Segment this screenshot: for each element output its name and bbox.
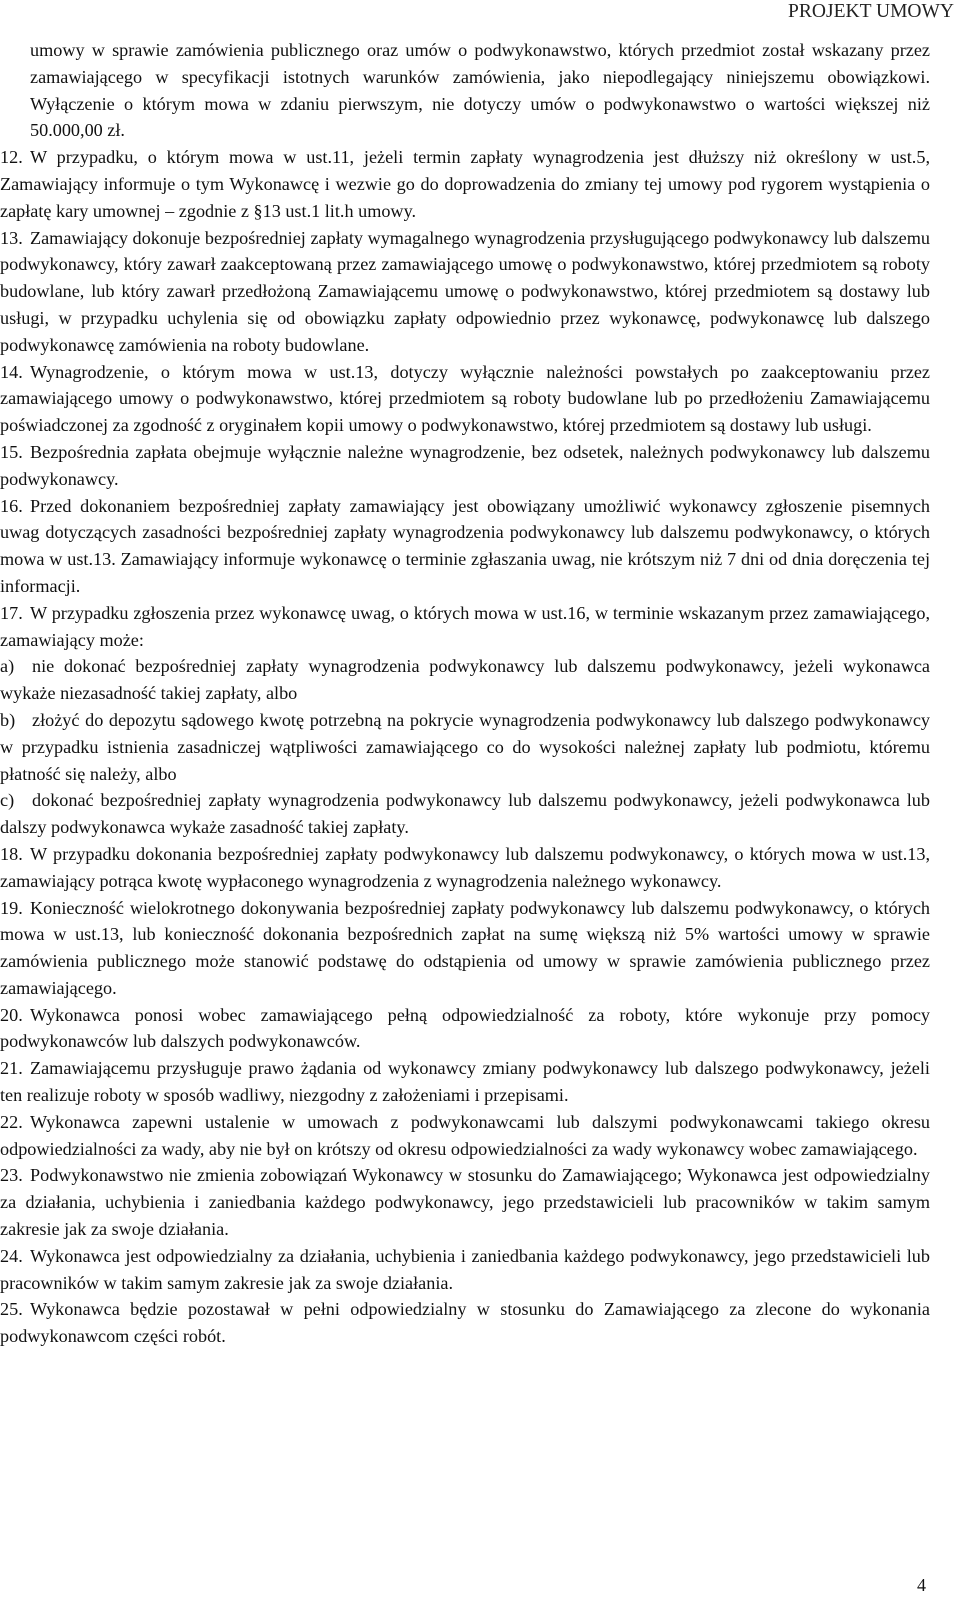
paragraph-text: Zamawiającemu przysługuje prawo żądania od wykonawcy zmiany podwykonawcy lub dalszego podwykonawcy, jeżeli ten realizuje roboty w sposób wadliwy, niezgodny z założeniami i przepisami.	[0, 1058, 930, 1106]
paragraph-number: 17.	[0, 602, 23, 623]
paragraph-text: Wynagrodzenie, o którym mowa w ust.13, dotyczy wyłącznie należności powstałych po zaakceptowaniu przez zamawiającego umowy o podwykonawstwo, której przedmiotem są roboty budowlane lub po przedłożeniu Zamawiającemu poświadczonej za zgodność z oryginałem kopii umowy o podwykonawstwo, której przedmiotem są dostawy lub usługi.	[0, 361, 930, 436]
paragraph-number: 25.	[0, 1299, 23, 1320]
page-number: 4	[917, 1575, 926, 1595]
paragraph-number: 13.	[0, 227, 23, 248]
paragraph-text: Przed dokonaniem bezpośredniej zapłaty zamawiający jest obowiązany umożliwić wykonawcy zgłoszenie pisemnych uwag dotyczących zasadności bezpośredniej zapłaty wynagrodzenia podwykonawcy lub dalszemu podwykonawcy, o których mowa w ust.13. Zamawiający informuje wykonawcę o terminie zgłaszania uwag, nie krótszym niż 7 dni od dnia doręczenia tej informacji.	[0, 495, 930, 596]
subitem-a	[0, 653, 930, 707]
paragraph-text: Wykonawca ponosi wobec zamawiającego pełną odpowiedzialność za roboty, które wykonuje przy pomocy podwykonawców lub dalszych podwykonawców.	[0, 1004, 930, 1052]
subitem-letter: c)	[0, 790, 15, 811]
subitem-text: dokonać bezpośredniej zapłaty wynagrodzenia podwykonawcy lub dalszemu podwykonawcy, jeżeli podwykonawca lub dalszy podwykonawca wykaże zasadność takiej zapłaty.	[0, 790, 930, 838]
subitem-b	[0, 707, 930, 787]
paragraph-16	[0, 493, 930, 600]
paragraph-number: 19.	[0, 897, 23, 918]
paragraph-15	[0, 439, 930, 493]
paragraph-17	[0, 600, 930, 654]
paragraph-text: Podwykonawstwo nie zmienia zobowiązań Wykonawcy w stosunku do Zamawiającego; Wykonawca jest odpowiedzialny za działania, uchybienia i zaniedbania każdego podwykonawcy, jego przedstawicieli lub pracowników w takim samym zakresie jak za swoje działania.	[0, 1165, 930, 1240]
paragraph-20	[0, 1002, 930, 1056]
paragraph-text: Zamawiający dokonuje bezpośredniej zapłaty wymagalnego wynagrodzenia przysługującego podwykonawcy lub dalszemu podwykonawcy, który zawarł zaakceptowaną przez zamawiającego umowę o podwykonawstwo, której przedmiotem są roboty budowlane, lub który zawarł przedłożoną Zamawiającemu umowę o podwykonawstwo, której przedmiotem są dostawy lub usługi, w przypadku uchylenia się od obowiązku zapłaty odpowiednio przez wykonawcę, podwykonawcę lub dalszego podwykonawcę zamówienia na roboty budowlane.	[0, 227, 930, 355]
paragraph-text: Konieczność wielokrotnego dokonywania bezpośredniej zapłaty podwykonawcy lub dalszemu podwykonawcy, o których mowa w ust.13, lub konieczność dokonania bezpośrednich zapłat na sumę większą niż 5% wartości umowy w sprawie zamówienia publicznego może stanowić podstawę do odstąpienia od umowy w sprawie zamówienia publicznego przez zamawiającego.	[0, 897, 930, 998]
paragraph-22	[0, 1109, 930, 1163]
paragraph-23	[0, 1162, 930, 1242]
subitem-text: nie dokonać bezpośredniej zapłaty wynagrodzenia podwykonawcy lub dalszemu podwykonawcy, jeżeli wykonawca wykaże niezasadność takiej zapłaty, albo	[0, 656, 930, 704]
paragraph-text: Wykonawca jest odpowiedzialny za działania, uchybienia i zaniedbania każdego podwykonawcy, jego przedstawicieli lub pracowników w takim samym zakresie jak za swoje działania.	[0, 1245, 930, 1293]
subitem-letter: b)	[0, 709, 16, 730]
paragraph-text: W przypadku dokonania bezpośredniej zapłaty podwykonawcy lub dalszemu podwykonawcy, o których mowa w ust.13, zamawiający potrąca kwotę wypłaconego wynagrodzenia z wynagrodzenia należnego wykonawcy.	[0, 843, 930, 891]
paragraph-text: Wykonawca będzie pozostawał w pełni odpowiedzialny w stosunku do Zamawiającego za zlecone do wykonania podwykonawcom części robót.	[0, 1299, 930, 1347]
paragraph-number: 22.	[0, 1111, 23, 1132]
paragraph-text: umowy w sprawie zamówienia publicznego oraz umów o podwykonawstwo, których przedmiot został wskazany przez zamawiającego w specyfikacji istotnych warunków zamówienia, jako niepodlegający niniejszemu obowiązkowi. Wyłączenie o którym mowa w zdaniu pierwszym, nie dotyczy umów o podwykonawstwo o wartości większej niż 50.000,00 zł.	[30, 40, 930, 141]
document-body	[0, 37, 930, 1350]
paragraph-number: 21.	[0, 1058, 23, 1079]
paragraph-13	[0, 225, 930, 359]
paragraph-continuation	[30, 37, 930, 144]
paragraph-number: 24.	[0, 1245, 23, 1266]
document-header-label: PROJEKT UMOWY	[788, 1, 954, 22]
paragraph-text: Bezpośrednia zapłata obejmuje wyłącznie należne wynagrodzenie, bez odsetek, należnych podwykonawcy lub dalszemu podwykonawcy.	[0, 441, 930, 489]
paragraph-number: 12.	[0, 147, 23, 168]
paragraph-text: W przypadku zgłoszenia przez wykonawcę uwag, o których mowa w ust.16, w terminie wskazanym przez zamawiającego, zamawiający może:	[0, 602, 930, 650]
paragraph-number: 23.	[0, 1165, 23, 1186]
paragraph-number: 18.	[0, 843, 23, 864]
paragraph-21	[0, 1055, 930, 1109]
paragraph-18	[0, 841, 930, 895]
paragraph-14	[0, 359, 930, 439]
paragraph-text: W przypadku, o którym mowa w ust.11, jeżeli termin zapłaty wynagrodzenia jest dłuższy niż określony w ust.5, Zamawiający informuje o tym Wykonawcę i wezwie go do doprowadzenia do zmiany tej umowy pod rygorem wystąpienia o zapłatę kary umownej – zgodnie z §13 ust.1 lit.h umowy.	[0, 147, 930, 221]
paragraph-24	[0, 1243, 930, 1297]
paragraph-number: 20.	[0, 1004, 23, 1025]
paragraph-number: 16.	[0, 495, 23, 516]
paragraph-number: 14.	[0, 361, 23, 382]
subitem-letter: a)	[0, 656, 15, 677]
paragraph-19	[0, 895, 930, 1002]
paragraph-number: 15.	[0, 441, 23, 462]
paragraph-25	[0, 1296, 930, 1350]
subitem-c	[0, 787, 930, 841]
paragraph-12	[0, 144, 930, 224]
subitem-text: złożyć do depozytu sądowego kwotę potrzebną na pokrycie wynagrodzenia podwykonawcy lub dalszego podwykonawcy w przypadku istnienia zasadniczej wątpliwości zamawiającego co do wysokości należnej zapłaty lub podmiotu, któremu płatność się należy, albo	[0, 709, 930, 784]
paragraph-text: Wykonawca zapewni ustalenie w umowach z podwykonawcami lub dalszymi podwykonawcami takiego okresu odpowiedzialności za wady, aby nie był on krótszy od okresu odpowiedzialności za wady wykonawcy wobec zamawiającego.	[0, 1111, 930, 1159]
